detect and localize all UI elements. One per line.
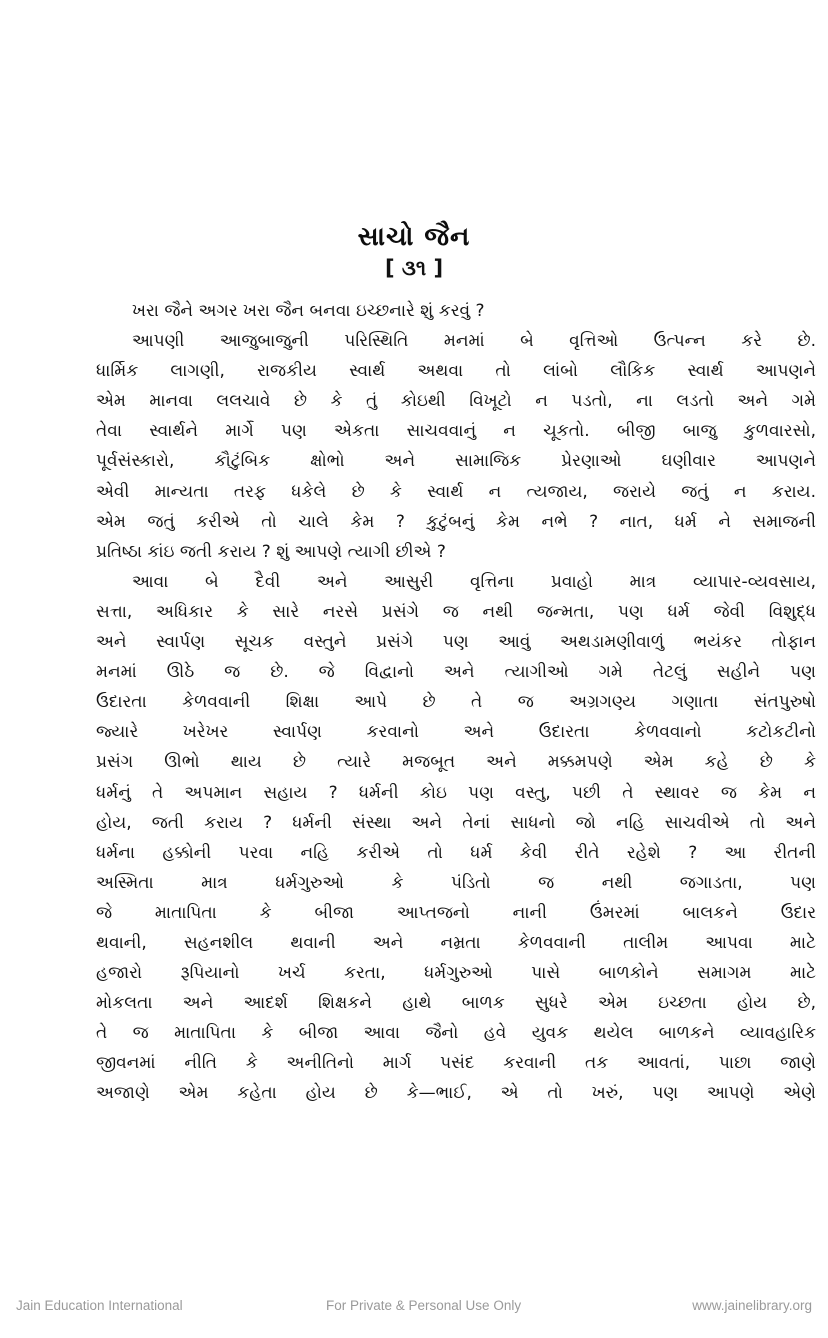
text-line: એવી માન્યતા તરફ ધકેલે છે કે સ્વાર્થ ન ત્યજાય, જરાયે જતું ન કરાય. bbox=[96, 481, 816, 502]
text-line: ધર્મના હક્કોની પરવા નહિ કરીએ તો ધર્મ કેવી રીતે રહેશે ? આ રીતની bbox=[96, 842, 816, 863]
footer-usage-notice: For Private & Personal Use Only bbox=[326, 1298, 522, 1313]
body-text bbox=[96, 296, 816, 1109]
text-line: ઉદારતા કેળવવાની શિક્ષા આપે છે તે જ અગ્રગણ્ય ગણાતા સંતપુરુષો bbox=[96, 692, 816, 713]
footer-website-link[interactable]: www.jainelibrary.org bbox=[692, 1298, 812, 1313]
text-line: પ્રસંગ ઊભો થાય છે ત્યારે મજબૂત અને મક્કમપણે એમ કહે છે કે bbox=[96, 752, 816, 773]
page-title: સાચો જૈન bbox=[357, 222, 471, 252]
footer-publisher: Jain Education International bbox=[16, 1298, 183, 1313]
text-line: પૂર્વસંસ્કારો, કૌટુંબિક ક્ષોભો અને સામાજિક પ્રેરણાઓ ઘણીવાર આપણને bbox=[96, 451, 816, 472]
text-line: એમ જતું કરીએ તો ચાલે કેમ ? કુટુંબનું કેમ નભે ? નાત, ધર્મ ને સમાજની bbox=[96, 511, 816, 532]
text-line: ધર્મનું તે અપમાન સહાય ? ધર્મની કોઇ પણ વસ્તુ, પછી તે સ્થાવર જ કેમ ન bbox=[96, 782, 816, 803]
text-line: આપણી આજુબાજુની પરિસ્થિતિ મનમાં બે વૃત્તિઓ ઉત્પન્ન કરે છે. bbox=[132, 331, 816, 352]
text-line: મોકલતા અને આદર્શ શિક્ષકને હાથે બાળક સુધરે એમ ઇચ્છતા હોય છે, bbox=[96, 993, 816, 1014]
text-line: હોય, જતી કરાય ? ધર્મની સંસ્થા અને તેનાં સાધનો જો નહિ સાચવીએ તો અને bbox=[96, 812, 816, 833]
text-line: જીવનમાં નીતિ કે અનીતિનો માર્ગ પસંદ કરવાની તક આવતાં, પાછા જાણે bbox=[96, 1053, 816, 1074]
text-line: અજાણે એમ કહેતા હોય છે કે—ભાઈ, એ તો ખરું, પણ આપણે એણે bbox=[96, 1083, 816, 1104]
text-line: અસ્મિતા માત્ર ધર્મગુરુઓ કે પંડિતો જ નથી જગાડતા, પણ bbox=[96, 872, 816, 893]
chapter-number: [ ૩૧ ] bbox=[384, 256, 444, 280]
text-line: જે માતાપિતા કે બીજા આપ્તજનો નાની ઉંમરમાં બાલકને ઉદાર bbox=[96, 902, 816, 923]
text-line: પ્રતિષ્ઠા કાંઇ જતી કરાય ? શું આપણે ત્યાગી છીએ ? bbox=[96, 541, 446, 562]
text-line: હજારો રૂપિયાનો ખર્ચ કરતા, ધર્મગુરુઓ પાસે બાળકોને સમાગમ માટે bbox=[96, 963, 816, 984]
text-line: આવા બે દૈવી અને આસુરી વૃત્તિના પ્રવાહો માત્ર વ્યાપાર-વ્યવસાય, bbox=[132, 571, 816, 592]
text-line: મનમાં ઊઠે જ છે. જે વિદ્વાનો અને ત્યાગીઓ ગમે તેટલું સહીને પણ bbox=[96, 662, 816, 683]
text-line: તેવા સ્વાર્થને માર્ગે પણ એકતા સાચવવાનું ન ચૂકતો. બીજી બાજુ કુળવારસો, bbox=[96, 421, 816, 442]
text-line: ધાર્મિક લાગણી, રાજકીય સ્વાર્થ અથવા તો લાંબો લૌકિક સ્વાર્થ આપણને bbox=[96, 361, 816, 382]
text-line: એમ માનવા લલચાવે છે કે તું કોઇથી વિખૂટો ન પડતો, ના લડતો અને ગમે bbox=[96, 391, 816, 412]
text-line: સત્તા, અધિકાર કે સારે નરસે પ્રસંગે જ નથી જન્મતા, પણ ધર્મ જેવી વિશુદ્ધ bbox=[96, 601, 816, 622]
text-line: જ્યારે ખરેખર સ્વાર્પણ કરવાનો અને ઉદારતા કેળવવાનો કટોકટીનો bbox=[96, 722, 816, 743]
text-line: અને સ્વાર્પણ સૂચક વસ્તુને પ્રસંગે પણ આવું અથડામણીવાળું ભયંકર તોફાન bbox=[96, 632, 816, 653]
text-line: તે જ માતાપિતા કે બીજા આવા જૈનો હવે યુવક થયેલ બાળકને વ્યાવહારિક bbox=[96, 1023, 816, 1044]
text-line: ખરા જૈને અગર ખરા જૈન બનવા ઇચ્છનારે શું કરવું ? bbox=[132, 301, 485, 321]
text-line: થવાની, સહનશીલ થવાની અને નમ્રતા કેળવવાની તાલીમ આપવા માટે bbox=[96, 932, 816, 953]
